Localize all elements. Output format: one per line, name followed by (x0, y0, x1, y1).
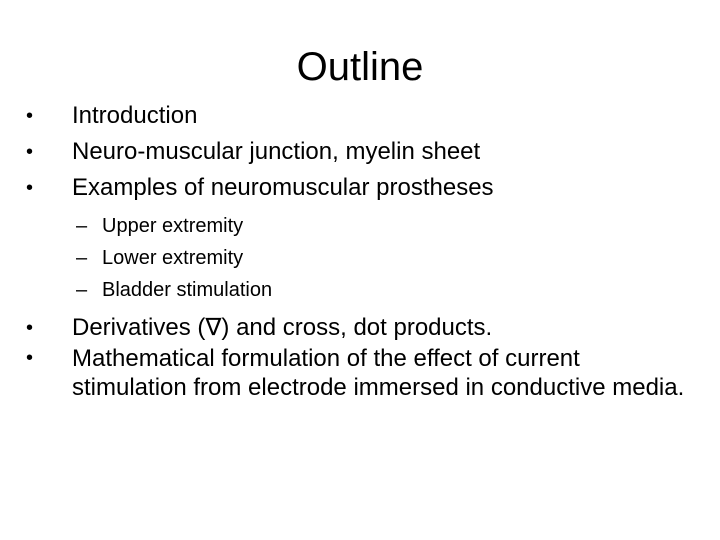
outline-item-neuromuscular-junction (0, 134, 720, 170)
outline-subitem-bladder-stimulation (0, 274, 720, 306)
outline-item-text: Examples of neuromuscular prostheses (72, 174, 494, 201)
outline-subitem-text: Upper extremity (102, 215, 244, 237)
outline-item-introduction (0, 98, 720, 134)
bullet-icon: • (26, 347, 34, 369)
outline-item-text: Derivatives (∇) and cross, dot products. (72, 314, 493, 341)
outline-item-derivatives (0, 312, 720, 344)
outline-list (0, 98, 720, 402)
dash-icon: – (76, 247, 88, 269)
outline-item-text: Introduction (72, 102, 198, 129)
bullet-icon: • (26, 141, 34, 163)
outline-subitem-text: Bladder stimulation (102, 279, 273, 301)
slide-title (0, 43, 720, 91)
outline-item-mathematical-formulation (0, 344, 698, 402)
dash-icon: – (76, 279, 88, 301)
outline-item-text: Neuro-muscular junction, myelin sheet (72, 138, 481, 165)
outline-subitem-lower-extremity (0, 242, 720, 274)
outline-item-examples (0, 170, 720, 206)
outline-subitem-upper-extremity (0, 210, 720, 242)
bullet-icon: • (26, 317, 34, 339)
bullet-icon: • (26, 105, 34, 127)
slide-title-text: Outline (296, 45, 424, 89)
outline-subitem-text: Lower extremity (102, 247, 244, 269)
dash-icon: – (76, 215, 88, 237)
bullet-icon: • (26, 177, 34, 199)
outline-item-text: Mathematical formulation of the effect of current stimulation from electrode immersed in conductive media. (72, 345, 685, 401)
